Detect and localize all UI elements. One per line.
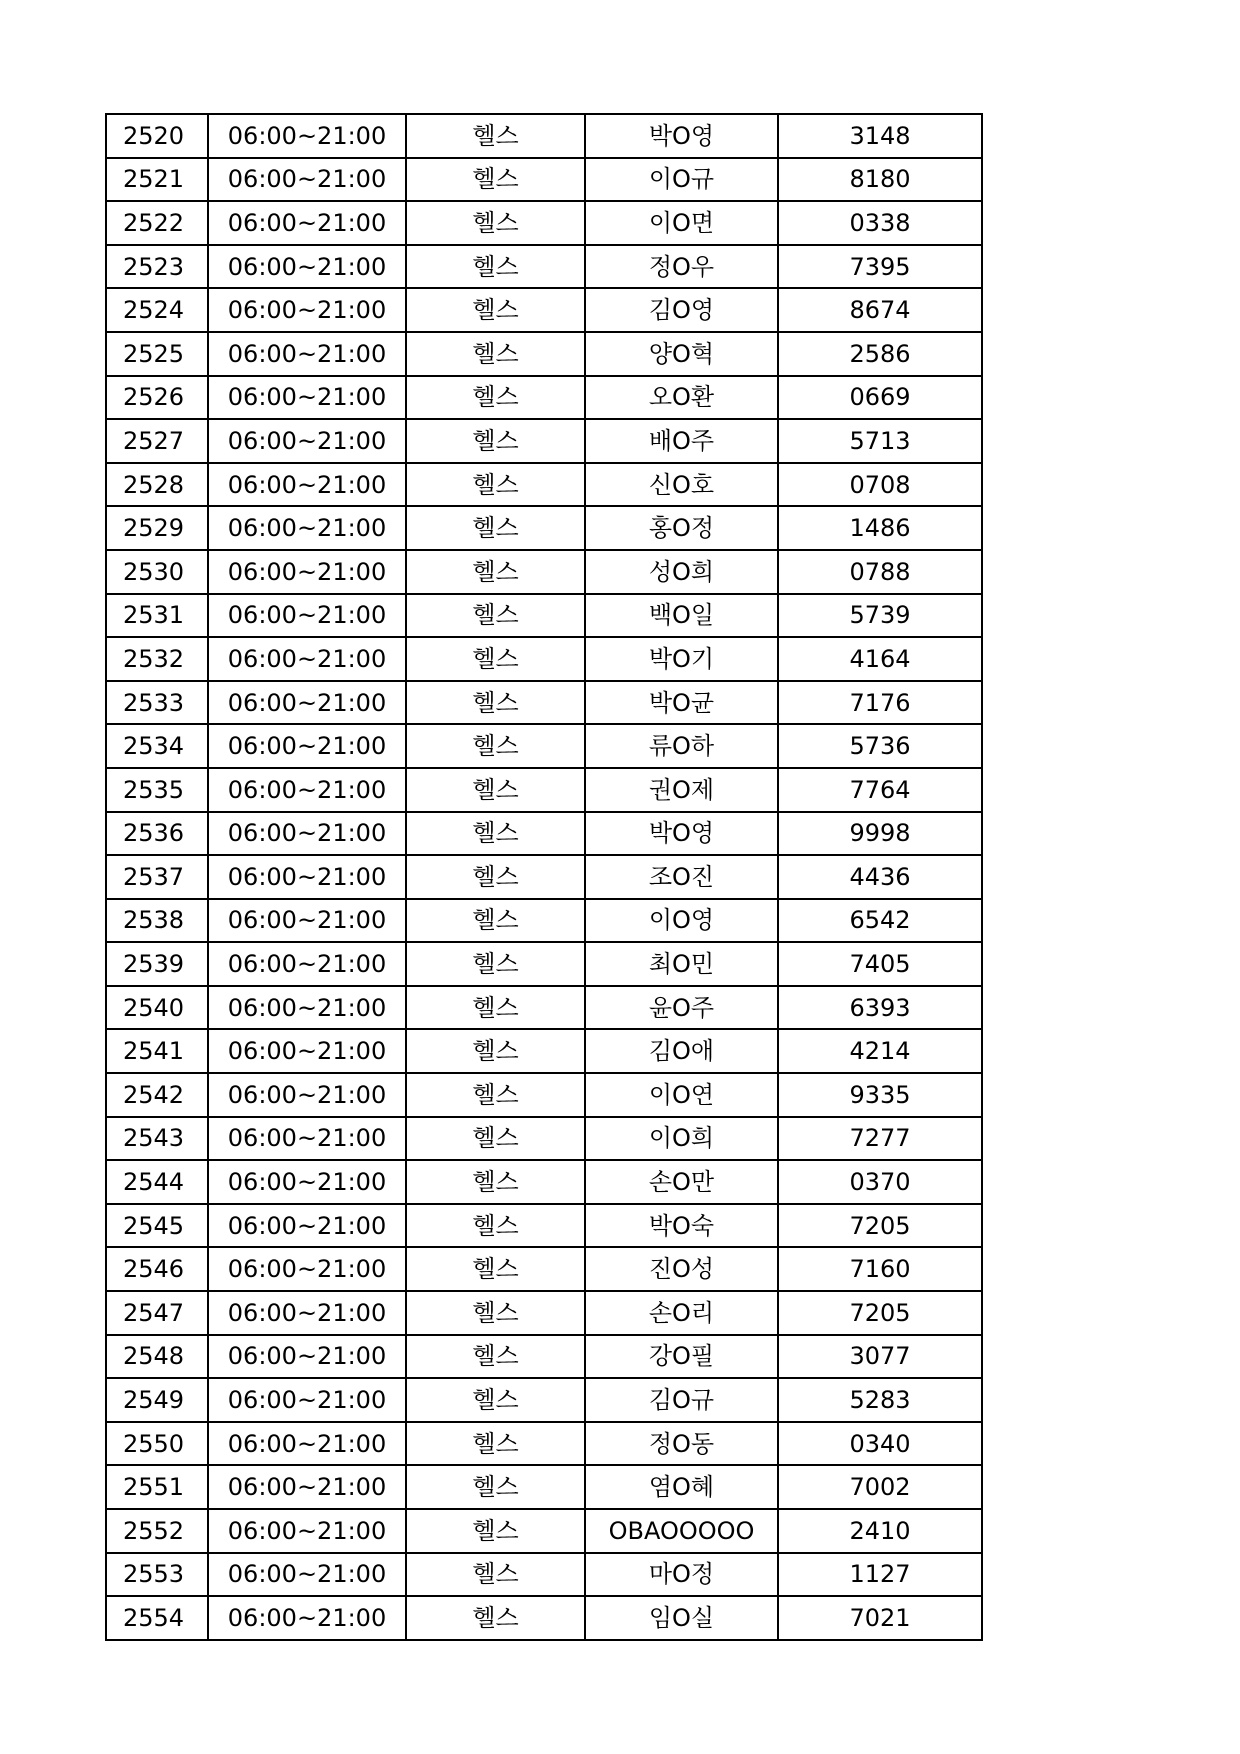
table-row [106, 245, 982, 289]
program-cell: 헬스 [406, 724, 585, 768]
table-row [106, 1204, 982, 1248]
member-number-cell: 2527 [106, 419, 208, 463]
hours-cell: 06:00~21:00 [208, 114, 406, 158]
code-cell: 8674 [778, 288, 982, 332]
program-cell: 헬스 [406, 1335, 585, 1379]
code-cell: 3148 [778, 114, 982, 158]
member-name-cell: 이O면 [585, 201, 778, 245]
member-name-cell: 정O동 [585, 1422, 778, 1466]
member-name-cell: 신O호 [585, 463, 778, 507]
table-row [106, 855, 982, 899]
code-cell: 6542 [778, 899, 982, 943]
member-name-cell: 강O필 [585, 1335, 778, 1379]
table-row [106, 376, 982, 420]
member-name-cell: 이O규 [585, 158, 778, 202]
member-number-cell: 2536 [106, 812, 208, 856]
member-number-cell: 2529 [106, 506, 208, 550]
member-number-cell: 2541 [106, 1029, 208, 1073]
code-cell: 7405 [778, 942, 982, 986]
code-cell: 4436 [778, 855, 982, 899]
member-name-cell: 백O일 [585, 594, 778, 638]
code-cell: 2586 [778, 332, 982, 376]
code-cell: 0340 [778, 1422, 982, 1466]
program-cell: 헬스 [406, 1596, 585, 1640]
member-number-cell: 2532 [106, 637, 208, 681]
member-name-cell: 최O민 [585, 942, 778, 986]
code-cell: 0338 [778, 201, 982, 245]
hours-cell: 06:00~21:00 [208, 1509, 406, 1553]
code-cell: 9998 [778, 812, 982, 856]
hours-cell: 06:00~21:00 [208, 855, 406, 899]
member-number-cell: 2530 [106, 550, 208, 594]
member-number-cell: 2531 [106, 594, 208, 638]
table-row [106, 1553, 982, 1597]
table-row [106, 1465, 982, 1509]
code-cell: 7160 [778, 1247, 982, 1291]
program-cell: 헬스 [406, 768, 585, 812]
hours-cell: 06:00~21:00 [208, 1378, 406, 1422]
program-cell: 헬스 [406, 1160, 585, 1204]
program-cell: 헬스 [406, 1553, 585, 1597]
table-row [106, 1160, 982, 1204]
member-name-cell: 윤O주 [585, 986, 778, 1030]
program-cell: 헬스 [406, 1291, 585, 1335]
member-name-cell: 조O진 [585, 855, 778, 899]
program-cell: 헬스 [406, 899, 585, 943]
member-name-cell: 김O규 [585, 1378, 778, 1422]
member-number-cell: 2554 [106, 1596, 208, 1640]
program-cell: 헬스 [406, 419, 585, 463]
member-number-cell: 2524 [106, 288, 208, 332]
table-row [106, 986, 982, 1030]
code-cell: 0370 [778, 1160, 982, 1204]
member-number-cell: 2553 [106, 1553, 208, 1597]
member-name-cell: 정O우 [585, 245, 778, 289]
program-cell: 헬스 [406, 637, 585, 681]
code-cell: 3077 [778, 1335, 982, 1379]
hours-cell: 06:00~21:00 [208, 1160, 406, 1204]
code-cell: 7205 [778, 1204, 982, 1248]
table-row [106, 1422, 982, 1466]
code-cell: 7395 [778, 245, 982, 289]
member-name-cell: 오O환 [585, 376, 778, 420]
member-number-cell: 2543 [106, 1117, 208, 1161]
hours-cell: 06:00~21:00 [208, 419, 406, 463]
hours-cell: 06:00~21:00 [208, 506, 406, 550]
hours-cell: 06:00~21:00 [208, 724, 406, 768]
program-cell: 헬스 [406, 986, 585, 1030]
member-number-cell: 2549 [106, 1378, 208, 1422]
member-name-cell: 마O정 [585, 1553, 778, 1597]
program-cell: 헬스 [406, 1029, 585, 1073]
member-number-cell: 2542 [106, 1073, 208, 1117]
roster-body [106, 114, 982, 1640]
member-number-cell: 2551 [106, 1465, 208, 1509]
table-row [106, 550, 982, 594]
member-number-cell: 2534 [106, 724, 208, 768]
code-cell: 4164 [778, 637, 982, 681]
hours-cell: 06:00~21:00 [208, 1465, 406, 1509]
code-cell: 5739 [778, 594, 982, 638]
hours-cell: 06:00~21:00 [208, 637, 406, 681]
program-cell: 헬스 [406, 158, 585, 202]
table-row [106, 158, 982, 202]
hours-cell: 06:00~21:00 [208, 812, 406, 856]
code-cell: 6393 [778, 986, 982, 1030]
member-name-cell: 배O주 [585, 419, 778, 463]
member-number-cell: 2523 [106, 245, 208, 289]
member-number-cell: 2520 [106, 114, 208, 158]
program-cell: 헬스 [406, 1378, 585, 1422]
table-row [106, 419, 982, 463]
member-number-cell: 2545 [106, 1204, 208, 1248]
hours-cell: 06:00~21:00 [208, 1422, 406, 1466]
member-number-cell: 2528 [106, 463, 208, 507]
code-cell: 7002 [778, 1465, 982, 1509]
member-name-cell: 박O숙 [585, 1204, 778, 1248]
program-cell: 헬스 [406, 506, 585, 550]
hours-cell: 06:00~21:00 [208, 986, 406, 1030]
table-row [106, 201, 982, 245]
table-row [106, 1291, 982, 1335]
hours-cell: 06:00~21:00 [208, 899, 406, 943]
table-row [106, 594, 982, 638]
code-cell: 4214 [778, 1029, 982, 1073]
code-cell: 5736 [778, 724, 982, 768]
program-cell: 헬스 [406, 1073, 585, 1117]
hours-cell: 06:00~21:00 [208, 942, 406, 986]
hours-cell: 06:00~21:00 [208, 463, 406, 507]
hours-cell: 06:00~21:00 [208, 1247, 406, 1291]
table-row [106, 1596, 982, 1640]
hours-cell: 06:00~21:00 [208, 1291, 406, 1335]
hours-cell: 06:00~21:00 [208, 550, 406, 594]
table-row [106, 463, 982, 507]
member-name-cell: 진O성 [585, 1247, 778, 1291]
member-name-cell: 손O만 [585, 1160, 778, 1204]
member-name-cell: 홍O정 [585, 506, 778, 550]
member-number-cell: 2544 [106, 1160, 208, 1204]
code-cell: 7277 [778, 1117, 982, 1161]
member-name-cell: 류O하 [585, 724, 778, 768]
member-name-cell: 박O영 [585, 114, 778, 158]
member-name-cell: 양O혁 [585, 332, 778, 376]
program-cell: 헬스 [406, 201, 585, 245]
hours-cell: 06:00~21:00 [208, 245, 406, 289]
member-name-cell: 이O영 [585, 899, 778, 943]
table-row [106, 768, 982, 812]
table-row [106, 724, 982, 768]
code-cell: 1486 [778, 506, 982, 550]
table-row [106, 942, 982, 986]
member-number-cell: 2522 [106, 201, 208, 245]
program-cell: 헬스 [406, 288, 585, 332]
member-name-cell: 박O균 [585, 681, 778, 725]
member-number-cell: 2535 [106, 768, 208, 812]
program-cell: 헬스 [406, 1117, 585, 1161]
member-name-cell: 이O연 [585, 1073, 778, 1117]
member-number-cell: 2521 [106, 158, 208, 202]
member-name-cell: 이O희 [585, 1117, 778, 1161]
hours-cell: 06:00~21:00 [208, 288, 406, 332]
hours-cell: 06:00~21:00 [208, 594, 406, 638]
program-cell: 헬스 [406, 1465, 585, 1509]
table-row [106, 1029, 982, 1073]
code-cell: 9335 [778, 1073, 982, 1117]
table-row [106, 1335, 982, 1379]
hours-cell: 06:00~21:00 [208, 1073, 406, 1117]
table-row [106, 637, 982, 681]
program-cell: 헬스 [406, 1247, 585, 1291]
hours-cell: 06:00~21:00 [208, 1553, 406, 1597]
member-number-cell: 2546 [106, 1247, 208, 1291]
member-name-cell: 손O리 [585, 1291, 778, 1335]
code-cell: 5713 [778, 419, 982, 463]
member-number-cell: 2526 [106, 376, 208, 420]
member-number-cell: 2537 [106, 855, 208, 899]
member-number-cell: 2539 [106, 942, 208, 986]
program-cell: 헬스 [406, 245, 585, 289]
table-row [106, 681, 982, 725]
table-row [106, 1117, 982, 1161]
table-row [106, 812, 982, 856]
program-cell: 헬스 [406, 1422, 585, 1466]
code-cell: 7205 [778, 1291, 982, 1335]
program-cell: 헬스 [406, 1204, 585, 1248]
program-cell: 헬스 [406, 550, 585, 594]
hours-cell: 06:00~21:00 [208, 1117, 406, 1161]
hours-cell: 06:00~21:00 [208, 1029, 406, 1073]
member-number-cell: 2538 [106, 899, 208, 943]
table-row [106, 1378, 982, 1422]
member-number-cell: 2550 [106, 1422, 208, 1466]
code-cell: 8180 [778, 158, 982, 202]
code-cell: 7764 [778, 768, 982, 812]
member-name-cell: 성O희 [585, 550, 778, 594]
table-row [106, 1073, 982, 1117]
hours-cell: 06:00~21:00 [208, 201, 406, 245]
table-row [106, 332, 982, 376]
code-cell: 7021 [778, 1596, 982, 1640]
table-row [106, 114, 982, 158]
member-name-cell: 권O제 [585, 768, 778, 812]
hours-cell: 06:00~21:00 [208, 1335, 406, 1379]
member-name-cell: 박O기 [585, 637, 778, 681]
member-name-cell: 김O애 [585, 1029, 778, 1073]
program-cell: 헬스 [406, 114, 585, 158]
code-cell: 5283 [778, 1378, 982, 1422]
member-number-cell: 2547 [106, 1291, 208, 1335]
program-cell: 헬스 [406, 594, 585, 638]
code-cell: 2410 [778, 1509, 982, 1553]
member-number-cell: 2548 [106, 1335, 208, 1379]
member-number-cell: 2533 [106, 681, 208, 725]
member-number-cell: 2525 [106, 332, 208, 376]
table-row [106, 1509, 982, 1553]
hours-cell: 06:00~21:00 [208, 376, 406, 420]
hours-cell: 06:00~21:00 [208, 158, 406, 202]
program-cell: 헬스 [406, 942, 585, 986]
member-name-cell: 염O혜 [585, 1465, 778, 1509]
hours-cell: 06:00~21:00 [208, 1204, 406, 1248]
program-cell: 헬스 [406, 681, 585, 725]
program-cell: 헬스 [406, 463, 585, 507]
table-row [106, 1247, 982, 1291]
code-cell: 1127 [778, 1553, 982, 1597]
member-roster-table [105, 113, 983, 1641]
table-row [106, 506, 982, 550]
table-row [106, 288, 982, 332]
program-cell: 헬스 [406, 855, 585, 899]
code-cell: 0669 [778, 376, 982, 420]
program-cell: 헬스 [406, 1509, 585, 1553]
program-cell: 헬스 [406, 332, 585, 376]
code-cell: 0708 [778, 463, 982, 507]
member-name-cell: OBAOOOOO [585, 1509, 778, 1553]
member-name-cell: 박O영 [585, 812, 778, 856]
hours-cell: 06:00~21:00 [208, 332, 406, 376]
hours-cell: 06:00~21:00 [208, 1596, 406, 1640]
hours-cell: 06:00~21:00 [208, 681, 406, 725]
hours-cell: 06:00~21:00 [208, 768, 406, 812]
member-number-cell: 2540 [106, 986, 208, 1030]
program-cell: 헬스 [406, 376, 585, 420]
member-name-cell: 김O영 [585, 288, 778, 332]
code-cell: 0788 [778, 550, 982, 594]
member-number-cell: 2552 [106, 1509, 208, 1553]
program-cell: 헬스 [406, 812, 585, 856]
code-cell: 7176 [778, 681, 982, 725]
member-name-cell: 임O실 [585, 1596, 778, 1640]
table-row [106, 899, 982, 943]
